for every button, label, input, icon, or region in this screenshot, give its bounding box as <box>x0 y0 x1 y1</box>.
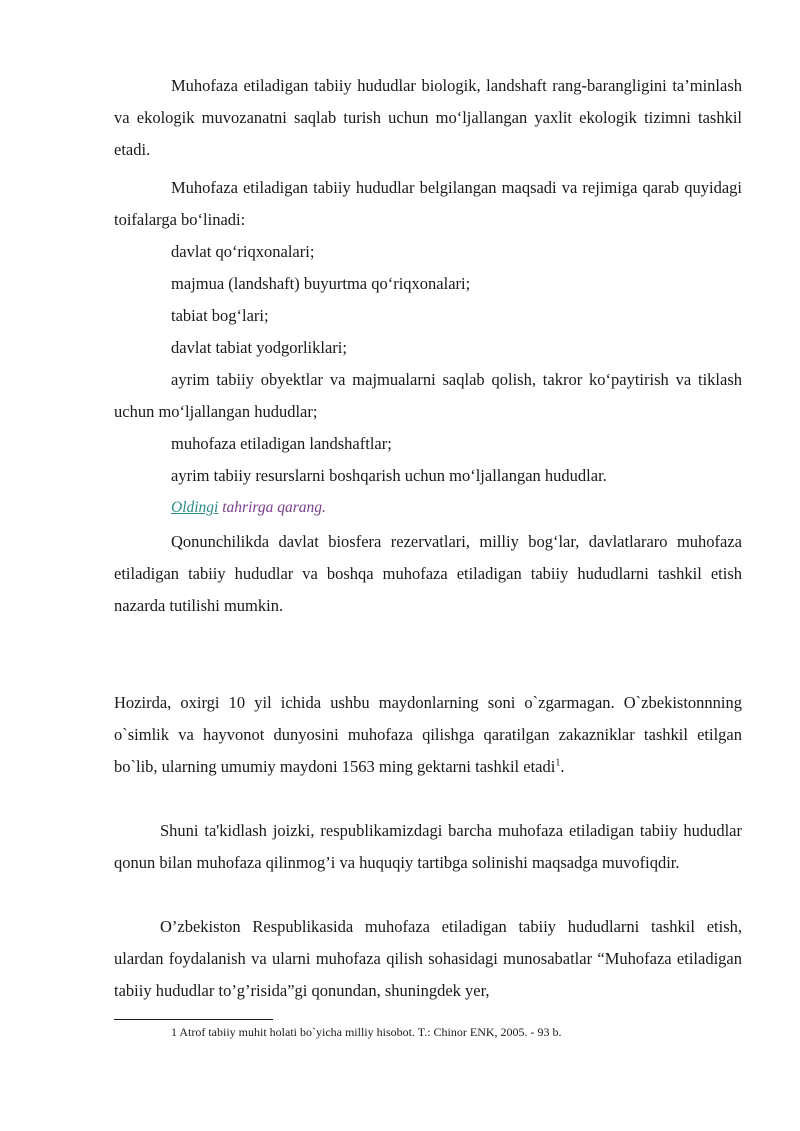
list-item: ayrim tabiiy resurslarni boshqarish uchun mo‘ljallangan hududlar. <box>171 466 607 485</box>
footnote-reference[interactable]: 1 <box>555 757 561 769</box>
list-item: ayrim tabiiy obyektlar va majmualarni saqlab qolish, takror ko‘paytirish va tiklash uchun mo‘ljallangan hududlar; <box>114 370 742 421</box>
footnote-separator <box>114 1019 273 1020</box>
paragraph-categories: Muhofaza etiladigan tabiiy hududlar belgilangan maqsadi va rejimiga qarab quyidagi toifalarga bo‘linadi: <box>114 178 742 229</box>
paragraph-current-state-text: Hozirda, oxirgi 10 yil ichida ushbu maydonlarning soni o`zgarmagan. O`zbekistonnning o`simlik va hayvonot dunyosini muhofaza qilishga qaratilgan zakazniklar tashkil etilgan bo`lib, ularning umumiy maydoni 1563 ming gektarni tashkil etadi <box>114 693 742 776</box>
list-item: majmua (landshaft) buyurtma qo‘riqxonalari; <box>171 274 471 293</box>
list-item: muhofaza etiladigan landshaftlar; <box>171 434 392 453</box>
paragraph-intro: Muhofaza etiladigan tabiiy hududlar biologik, landshaft rang-barangligini ta’minlash va ekologik muvozanatni saqlab turish uchun mo‘ljallangan yaxlit ekologik tizimni tashkil etadi. <box>114 76 742 159</box>
footnote: 1 Atrof tabiiy muhit holati bo`yicha milliy hisobot. T.: Chinor ENK, 2005. - 93 b. <box>171 1025 562 1039</box>
edit-note <box>171 492 326 524</box>
paragraph-current-state <box>114 687 742 783</box>
edit-note-text: tahrirga qarang. <box>218 499 326 516</box>
paragraph-current-state-end: . <box>560 757 565 776</box>
previous-edition-link[interactable]: Oldingi <box>171 499 219 516</box>
list-item: davlat qo‘riqxonalari; <box>171 242 315 261</box>
paragraph-republic: O’zbekiston Respublikasida muhofaza etiladigan tabiiy hududlarni tashkil etish, ulardan foydalanish va ularni muhofaza qilish sohasidagi munosabatlar “Muhofaza etiladigan tabiiy hududlar to’g’risida”gi qonundan, shuningdek yer, <box>114 917 742 1000</box>
list-item: tabiat bog‘lari; <box>171 306 269 325</box>
list-item: davlat tabiat yodgorliklari; <box>171 338 347 357</box>
paragraph-regulation: Shuni ta'kidlash joizki, respublikamizdagi barcha muhofaza etiladigan tabiiy hududlar qonun bilan muhofaza qilinmog’i va huquqiy tartibga solinishi maqsadga muvofiqdir. <box>114 821 742 872</box>
paragraph-legislation: Qonunchilikda davlat biosfera rezervatlari, milliy bog‘lar, davlatlararo muhofaza etiladigan tabiiy hududlar va boshqa muhofaza etiladigan tabiiy hududlarni tashkil etish nazarda tutilishi mumkin. <box>114 532 742 615</box>
